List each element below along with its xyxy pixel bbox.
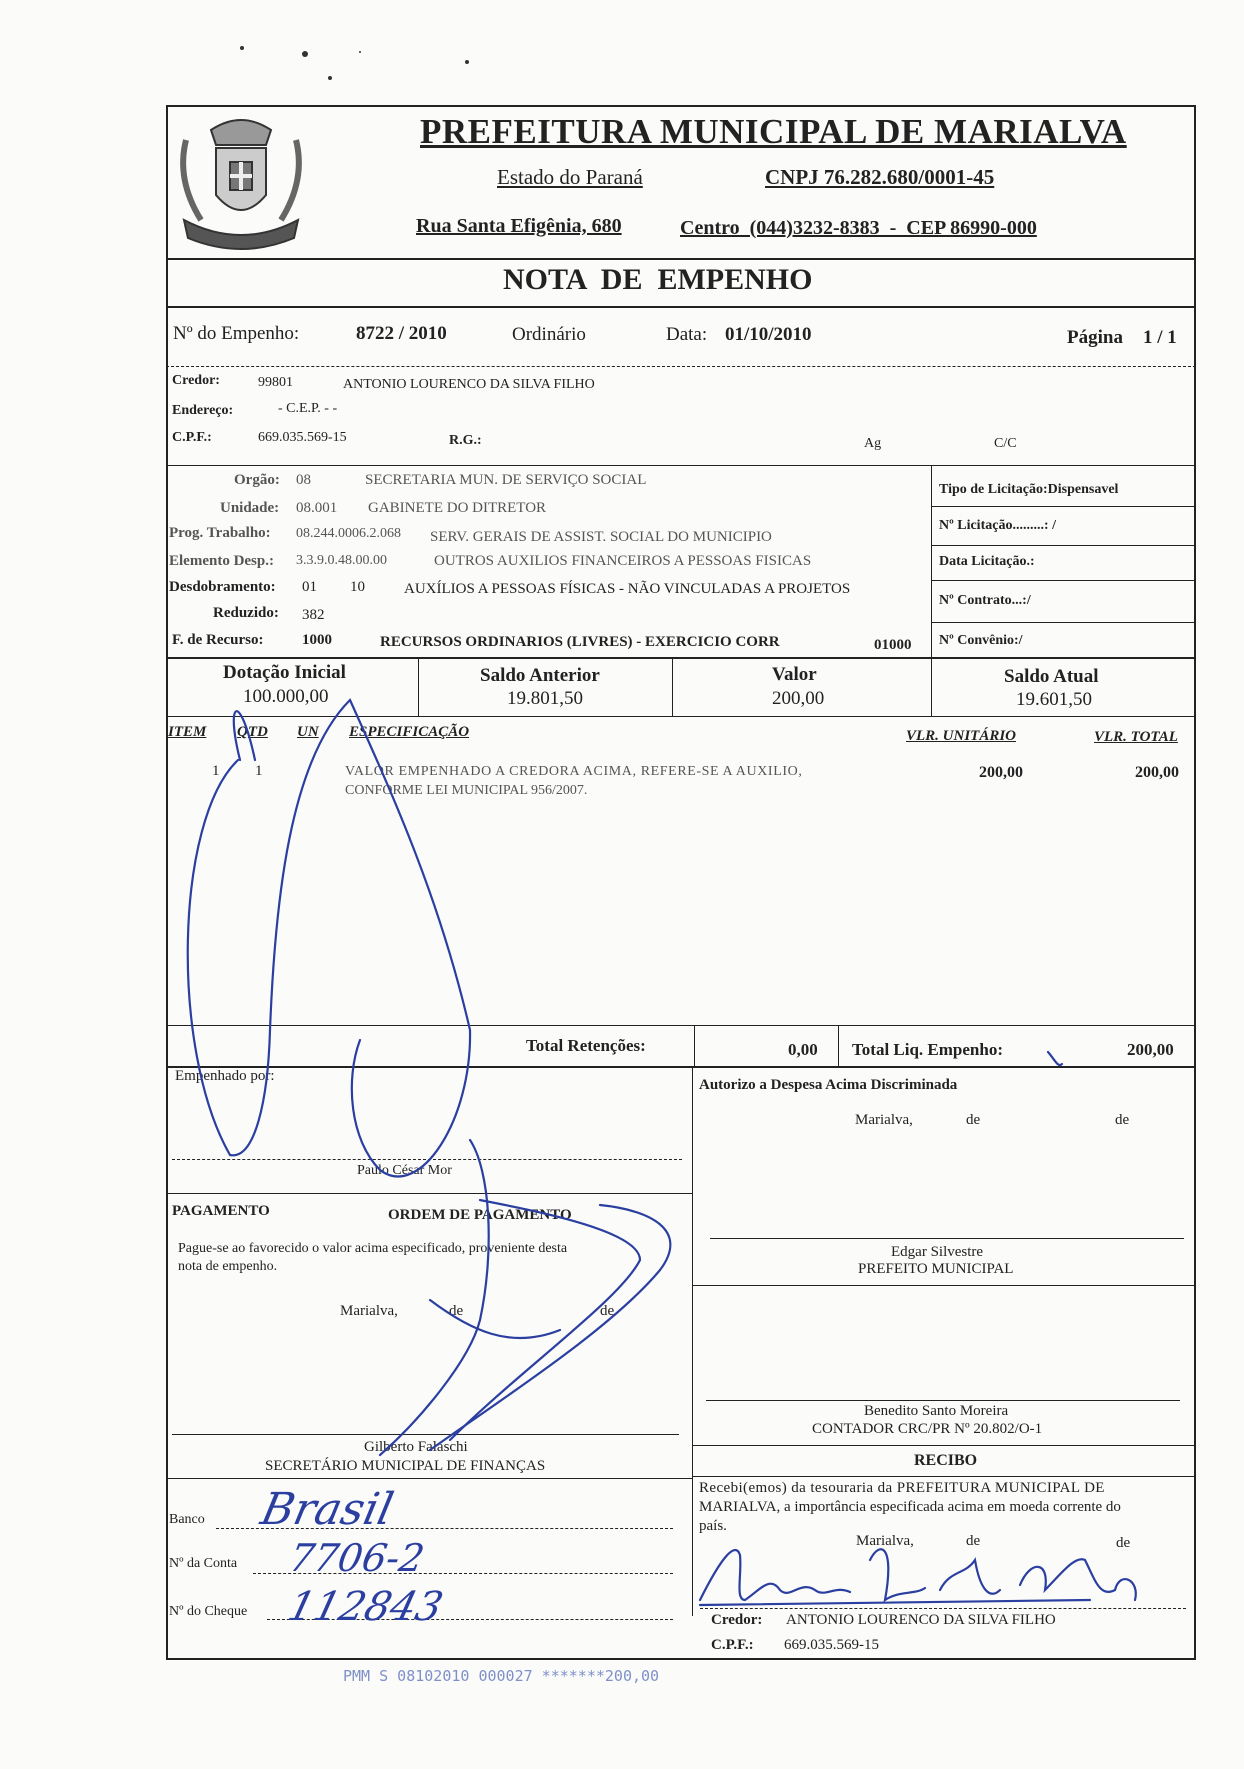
pagamento-place: Marialva, (340, 1303, 398, 1319)
unidade-desc: GABINETE DO DITRETOR (368, 500, 547, 516)
banco-label: Banco (169, 1512, 205, 1527)
dotacao-inicial-label: Dotação Inicial (223, 662, 346, 683)
coat-of-arms-logo (166, 100, 316, 260)
desdobramento-code1: 01 (302, 579, 317, 595)
conta-label: Nº da Conta (169, 1556, 238, 1571)
date-label: Data: (666, 324, 708, 345)
prefeito-title: PREFEITO MUNICIPAL (858, 1261, 1014, 1277)
cpf-value: 669.035.569-15 (258, 430, 347, 445)
licitacao-data: Data Licitação.: (939, 554, 1035, 569)
orgao-desc: SECRETARIA MUN. DE SERVIÇO SOCIAL (365, 472, 647, 488)
recurso-code2: 01000 (874, 637, 912, 653)
form-box (166, 258, 1196, 1660)
credor-label: Credor: (172, 373, 220, 388)
contador-name: Benedito Santo Moreira (864, 1403, 1009, 1419)
contrato-numero: Nº Contrato...:/ (939, 593, 1031, 608)
page-value: 1 / 1 (1143, 327, 1177, 348)
elemento-desc: OUTROS AUXILIOS FINANCEIROS A PESSOAS FISICAS (434, 553, 812, 569)
credor-name: ANTONIO LOURENCO DA SILVA FILHO (343, 377, 595, 392)
state-name: Estado do Paraná (497, 165, 643, 189)
prefeito-name: Edgar Silvestre (891, 1244, 984, 1260)
banco-handwritten: Brasil (256, 1484, 398, 1535)
orgao-label: Orgão: (234, 472, 280, 488)
secretario-title: SECRETÁRIO MUNICIPAL DE FINANÇAS (265, 1458, 546, 1474)
endereco-label: Endereço: (172, 403, 234, 418)
empenho-number: 8722 / 2010 (356, 323, 447, 344)
recibo-cpf-label: C.P.F.: (711, 1637, 754, 1653)
reduzido-value: 382 (302, 607, 325, 623)
secretario-name: Gilberto Falaschi (364, 1439, 468, 1455)
autorizo-de2: de (1115, 1112, 1130, 1128)
ag-label: Ag (864, 436, 882, 451)
footer-stamp: PMM S 08102010 000027 *******200,00 (343, 1667, 660, 1685)
orgao-code: 08 (296, 472, 311, 488)
recibo-de2: de (1116, 1535, 1131, 1551)
liquido-label: Total Liq. Empenho: (852, 1040, 1003, 1059)
unidade-label: Unidade: (220, 500, 280, 516)
pagamento-de2: de (600, 1303, 615, 1319)
rg-label: R.G.: (449, 433, 482, 448)
prog-label: Prog. Trabalho: (169, 525, 271, 541)
desdobramento-label: Desdobramento: (169, 579, 276, 595)
empenho-type: Ordinário (512, 324, 586, 345)
page-label: Página (1067, 327, 1123, 348)
credor-code: 99801 (258, 375, 293, 390)
saldo-atual-label: Saldo Atual (1004, 666, 1099, 687)
recibo-credor-label: Credor: (711, 1612, 763, 1628)
liquido-value: 200,00 (1127, 1040, 1174, 1059)
elemento-label: Elemento Desp.: (169, 553, 274, 569)
district-phone-text: Centro (044)3232-8383 - CEP 86990-000 (680, 217, 1037, 239)
recurso-code: 1000 (302, 632, 332, 648)
reduzido-label: Reduzido: (213, 605, 279, 621)
unidade-code: 08.001 (296, 500, 338, 516)
row-qtd: 1 (255, 763, 263, 779)
address-text: Rua Santa Efigênia, 680 (416, 215, 622, 237)
recibo-cpf-value: 669.035.569-15 (784, 1637, 879, 1653)
recibo-line1: Recebi(emos) da tesouraria da PREFEITURA MUNICIPAL DE (699, 1480, 1105, 1496)
pagamento-de1: de (449, 1303, 464, 1319)
autorizo-place: Marialva, (855, 1112, 913, 1128)
row-item: 1 (212, 763, 220, 779)
recibo-line2: MARIALVA, a importância especificada acima em moeda corrente do (699, 1499, 1121, 1515)
row-spec-line2: CONFORME LEI MUNICIPAL 956/2007. (345, 783, 588, 798)
col-total-header: VLR. TOTAL (1094, 729, 1178, 745)
municipality-title: PREFEITURA MUNICIPAL DE MARIALVA (420, 112, 1127, 151)
row-spec-line1: VALOR EMPENHADO A CREDORA ACIMA, REFERE-SE A AUXILIO, (345, 764, 803, 779)
col-qtd-header: QTD (237, 724, 268, 740)
valor-label: Valor (772, 664, 817, 685)
row-unit-value: 200,00 (979, 764, 1023, 781)
endereco-value: - C.E.P. - - (278, 401, 338, 416)
recurso-desc: RECURSOS ORDINARIOS (LIVRES) - EXERCICIO CORR (380, 634, 780, 650)
empenhado-label: Empenhado por: (175, 1068, 275, 1084)
pagamento-text1: Pague-se ao favorecido o valor acima especificado, proveniente desta (178, 1241, 568, 1256)
saldo-anterior-label: Saldo Anterior (480, 665, 600, 686)
dotacao-inicial-value: 100.000,00 (243, 686, 329, 707)
cc-label: C/C (994, 436, 1017, 451)
recibo-place: Marialva, (856, 1533, 914, 1549)
pagamento-label: PAGAMENTO (172, 1203, 270, 1219)
cheque-label: Nº do Cheque (169, 1604, 248, 1619)
retencoes-value: 0,00 (788, 1040, 818, 1059)
conta-handwritten: 7706-2 (286, 1536, 428, 1580)
elemento-code: 3.3.9.0.48.00.00 (296, 553, 387, 568)
autorizo-de1: de (966, 1112, 981, 1128)
ordem-pagamento-label: ORDEM DE PAGAMENTO (388, 1207, 572, 1223)
recibo-title: RECIBO (914, 1452, 978, 1469)
col-un-header: UN (297, 724, 319, 740)
cpf-label: C.P.F.: (172, 430, 212, 445)
pagamento-text2: nota de empenho. (178, 1259, 278, 1274)
empenho-label: Nº do Empenho: (173, 323, 300, 344)
col-spec-header: ESPECIFICAÇÃO (349, 724, 470, 740)
empenhado-signer: Paulo César Mor (357, 1163, 452, 1178)
contador-title: CONTADOR CRC/PR Nº 20.802/O-1 (812, 1421, 1043, 1437)
valor-value: 200,00 (772, 688, 825, 709)
cheque-handwritten: 112843 (283, 1584, 448, 1630)
licitacao-numero: Nº Licitação.........: / (939, 518, 1056, 533)
retencoes-label: Total Retenções: (526, 1036, 646, 1055)
desdobramento-desc: AUXÍLIOS A PESSOAS FÍSICAS - NÃO VINCULADAS A PROJETOS (404, 581, 851, 597)
col-unit-header: VLR. UNITÁRIO (906, 728, 1017, 744)
recibo-de1: de (966, 1533, 981, 1549)
saldo-atual-value: 19.601,50 (1016, 689, 1092, 710)
prog-desc: SERV. GERAIS DE ASSIST. SOCIAL DO MUNICIPIO (430, 529, 772, 545)
col-item-header: ITEM (168, 724, 207, 740)
cnpj-text: CNPJ 76.282.680/0001-45 (765, 165, 995, 189)
date-value: 01/10/2010 (725, 324, 812, 345)
convenio-numero: Nº Convênio:/ (939, 633, 1023, 648)
prog-code: 08.244.0006.2.068 (296, 526, 401, 541)
recibo-credor-value: ANTONIO LOURENCO DA SILVA FILHO (786, 1612, 1056, 1628)
desdobramento-code2: 10 (350, 579, 365, 595)
doc-title: NOTA DE EMPENHO (503, 263, 813, 296)
licitacao-tipo: Tipo de Licitação:Dispensavel (939, 482, 1119, 497)
autorizo-label: Autorizo a Despesa Acima Discriminada (699, 1077, 958, 1093)
row-total-value: 200,00 (1135, 764, 1179, 781)
recibo-line3: país. (699, 1518, 727, 1534)
saldo-anterior-value: 19.801,50 (507, 688, 583, 709)
recurso-label: F. de Recurso: (172, 632, 264, 648)
scan-specks (230, 40, 490, 90)
